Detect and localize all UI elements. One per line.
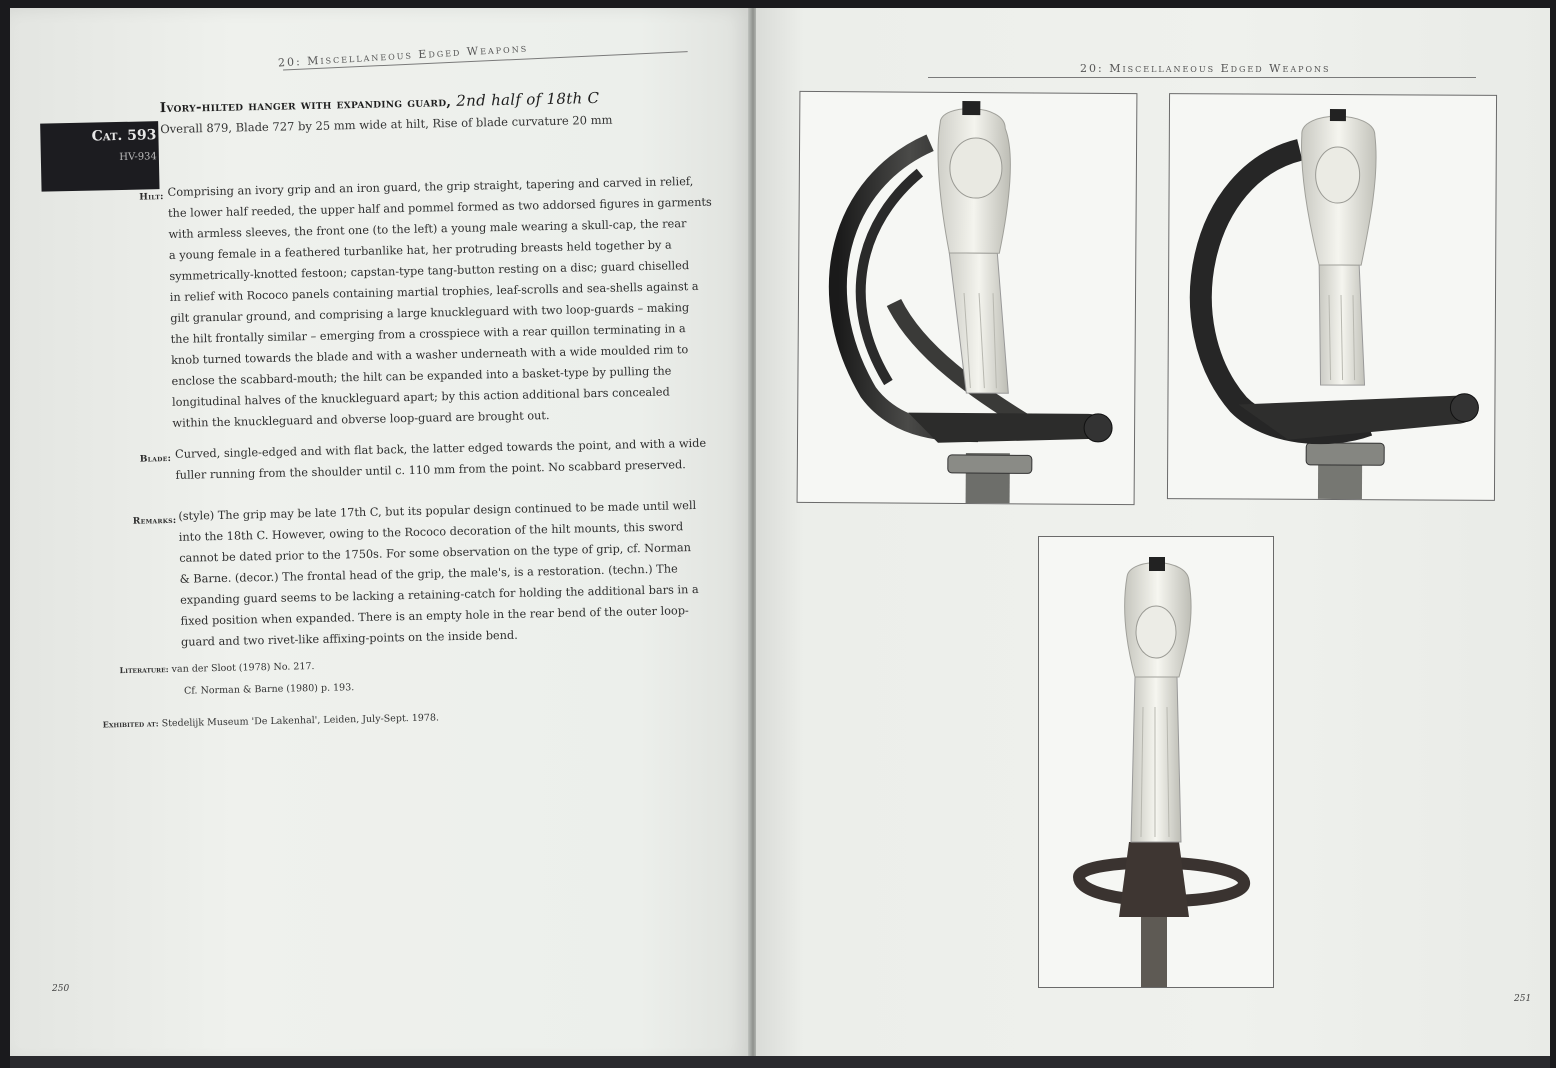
catalogue-number: Cat. 593 [91, 127, 157, 145]
folio-right: 251 [1514, 994, 1532, 1004]
exhibited-line [103, 712, 439, 730]
remarks-line: fixed position when expanded. There is an empty hole in the rear bend of the outer loop- [180, 604, 689, 628]
literature-line-1 [119, 661, 314, 676]
running-head-left: 20: Miscellaneous Edged Weapons [277, 41, 529, 70]
catalogue-number-box [40, 121, 159, 191]
hilt-line: symmetrically-knotted festoon; capstan-type tang-button resting on a disc; guard chiselled [169, 259, 690, 283]
hilt-photo-right [1167, 93, 1497, 501]
grip-photo-bottom [1038, 536, 1274, 988]
literature-ref: van der Sloot (1978) No. 217. [171, 661, 315, 676]
remarks-line: & Barne. (decor.) The frontal head of the grip, the male's, is a restoration. (techn.) The [179, 562, 678, 586]
page-edge [10, 1056, 1550, 1068]
hilt-line: a young female in a feathered turbanlike hat, her protruding breasts held together by a [168, 238, 672, 262]
blade-label: Blade: [139, 453, 172, 465]
blade-line: Curved, single-edged and with flat back, the latter edged towards the point, and with a wide [174, 436, 707, 461]
hilt-illustration-left [798, 92, 1137, 504]
remarks-label: Remarks: [132, 515, 177, 527]
hilt-illustration-right [1168, 94, 1496, 500]
hilt-line: enclose the scabbard-mouth; the hilt can be expanded into a basket-type by pulling the [171, 364, 672, 388]
hilt-label: Hilt: [139, 192, 164, 203]
literature-ref: Cf. Norman & Barne (1980) p. 193. [183, 682, 355, 697]
entry-title-text: Ivory-hilted hanger with expanding guard, [159, 94, 452, 117]
literature-label: Literature: [119, 664, 169, 676]
blade-text [175, 433, 707, 486]
hilt-line: Comprising an ivory grip and an iron guard, the grip straight, tapering and carved in relief, [167, 174, 694, 199]
remarks-line: cannot be dated prior to the 1750s. For some observation on the type of grip, cf. Norman [179, 541, 692, 565]
hilt-line: in relief with Rococo panels containing martial trophies, leaf-scrolls and sea-shells against a [169, 279, 699, 304]
remarks-line: into the 18th C. However, owing to the Rococo decoration of the hilt mounts, this sword [178, 520, 684, 544]
remarks-line: guard and two rivet-like affixing-points on the inside bend. [180, 628, 518, 649]
hilt-photo-left [797, 91, 1138, 505]
hilt-line: knob turned towards the blade and with a washer underneath with a wide moulded rim to [170, 343, 689, 367]
remarks-line: expanding guard seems to be lacking a retaining-catch for holding the additional bars in a [180, 582, 699, 607]
entry-title [160, 89, 600, 116]
literature-line-2 [184, 682, 354, 697]
hilt-line: with armless sleeves, the front one (to the left) a young male wearing a skull-cap, the rear [168, 217, 687, 241]
remarks-line: (style) The grip may be late 17th C, but its popular design continued to be made until well [178, 498, 697, 523]
left-page-text [0, 0, 756, 1057]
inventory-number: HV-934 [119, 151, 157, 163]
hilt-line: within the knuckleguard and obverse loop-guard are brought out. [172, 409, 550, 430]
grip-illustration-bottom [1039, 537, 1273, 987]
blade-line: fuller running from the shoulder until c. 110 mm from the point. No scabbard preserved. [175, 458, 686, 482]
hilt-text [167, 171, 716, 434]
entry-measurements: Overall 879, Blade 727 by 25 mm wide at hilt, Rise of blade curvature 20 mm [160, 112, 613, 137]
hilt-line: the hilt frontally similar – emerging from a crosspiece with a rear quillon terminating in a [170, 322, 686, 346]
running-head-right: 20: Miscellaneous Edged Weapons [1080, 62, 1331, 75]
hilt-line: the lower half reeded, the upper half and pommel formed as two addorsed figures in garments [167, 195, 712, 220]
remarks-text [178, 495, 700, 653]
header-rule-right [928, 77, 1476, 78]
hilt-line: gilt granular ground, and comprising a large knuckleguard with two loop-guards – making [170, 301, 690, 325]
hilt-line: longitudinal halves of the knuckleguard apart; by this action additional bars concealed [171, 385, 670, 409]
entry-date: 2nd half of 18th C [456, 88, 600, 110]
folio-left: 250 [52, 984, 70, 994]
exhibited-label: Exhibited at: [102, 718, 159, 730]
exhibited-text: Stedelijk Museum 'De Lakenhal', Leiden, July-Sept. 1978. [161, 712, 440, 730]
